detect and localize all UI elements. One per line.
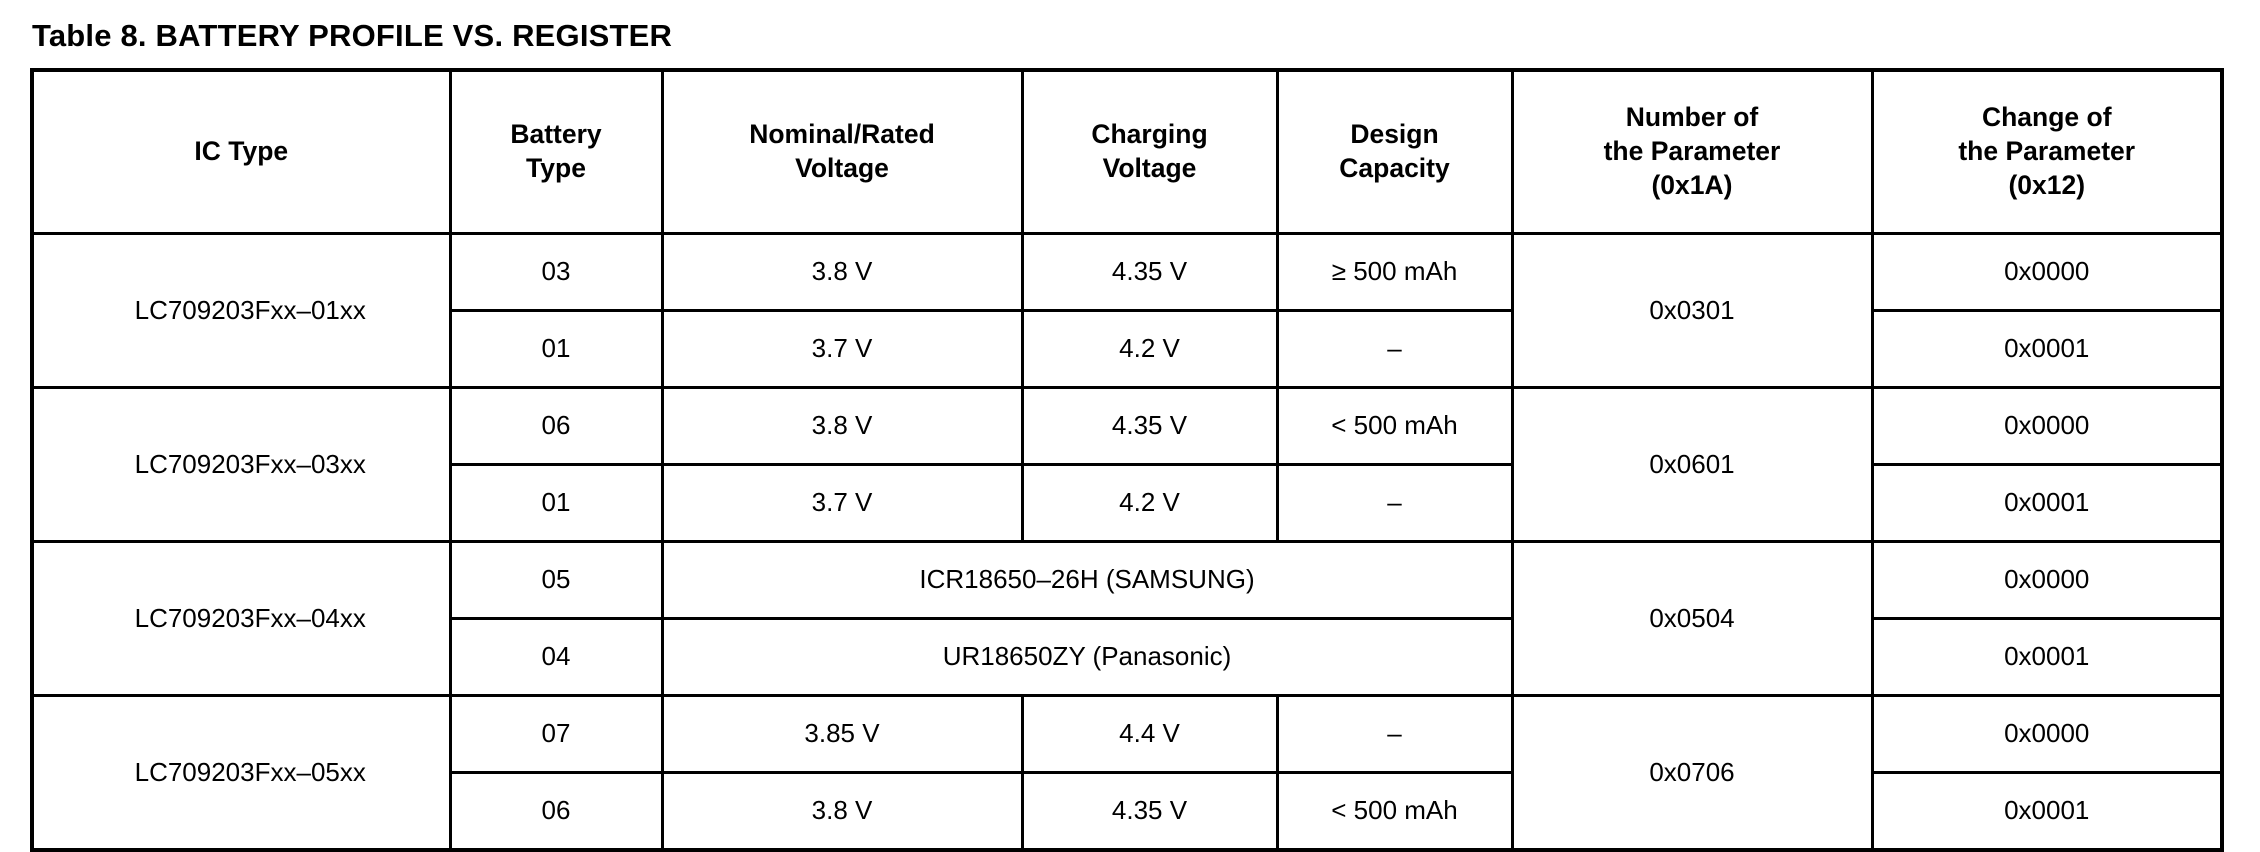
column-header-number-of-parameter bbox=[1512, 70, 1872, 234]
cell-charging-voltage: 4.4 V bbox=[1022, 696, 1277, 773]
header-line: Voltage bbox=[795, 153, 889, 183]
cell-number-of-parameter: 0x0601 bbox=[1512, 388, 1872, 542]
header-line: Battery bbox=[510, 119, 602, 150]
table-body bbox=[32, 234, 2222, 851]
cell-design-capacity: – bbox=[1277, 465, 1512, 542]
header-line: the Parameter bbox=[1603, 136, 1781, 167]
cell-change-of-parameter: 0x0000 bbox=[1872, 696, 2222, 773]
column-header-change-of-parameter bbox=[1872, 70, 2222, 234]
battery-profile-table bbox=[30, 68, 2224, 852]
cell-ic-type: LC709203Fxx–03xx bbox=[32, 388, 450, 542]
cell-ic-type: LC709203Fxx–04xx bbox=[32, 542, 450, 696]
table-row bbox=[32, 696, 2222, 773]
cell-nominal-voltage: 3.8 V bbox=[662, 234, 1022, 311]
header-line: (0x12) bbox=[2008, 169, 2086, 200]
header-line: Capacity bbox=[1339, 153, 1450, 183]
cell-nominal-voltage: 3.8 V bbox=[662, 773, 1022, 851]
header-line: Change of bbox=[1981, 102, 2112, 133]
header-line: Nominal/Rated bbox=[749, 119, 935, 150]
cell-battery-type: 04 bbox=[450, 619, 662, 696]
cell-battery-type: 05 bbox=[450, 542, 662, 619]
cell-change-of-parameter: 0x0000 bbox=[1872, 234, 2222, 311]
cell-charging-voltage: 4.2 V bbox=[1022, 465, 1277, 542]
column-header-nominal-voltage bbox=[662, 70, 1022, 234]
cell-ic-type: LC709203Fxx–01xx bbox=[32, 234, 450, 388]
page-title: Table 8. BATTERY PROFILE VS. REGISTER bbox=[32, 18, 673, 53]
header-line: Voltage bbox=[1102, 153, 1197, 183]
cell-number-of-parameter: 0x0504 bbox=[1512, 542, 1872, 696]
cell-battery-type: 01 bbox=[450, 465, 662, 542]
column-header-design-capacity bbox=[1277, 70, 1512, 234]
cell-battery-model: ICR18650–26H (SAMSUNG) bbox=[662, 542, 1512, 619]
header-line: Number of bbox=[1625, 102, 1759, 133]
cell-charging-voltage: 4.2 V bbox=[1022, 311, 1277, 388]
header-line: IC Type bbox=[194, 136, 289, 167]
cell-change-of-parameter: 0x0001 bbox=[1872, 773, 2222, 851]
cell-design-capacity: ≥ 500 mAh bbox=[1277, 234, 1512, 311]
table-header bbox=[32, 70, 2222, 234]
cell-charging-voltage: 4.35 V bbox=[1022, 234, 1277, 311]
cell-nominal-voltage: 3.85 V bbox=[662, 696, 1022, 773]
cell-charging-voltage: 4.35 V bbox=[1022, 388, 1277, 465]
cell-battery-type: 07 bbox=[450, 696, 662, 773]
cell-change-of-parameter: 0x0001 bbox=[1872, 619, 2222, 696]
cell-change-of-parameter: 0x0000 bbox=[1872, 542, 2222, 619]
column-header-charging-voltage bbox=[1022, 70, 1277, 234]
header-line: the Parameter bbox=[1958, 136, 2136, 167]
cell-battery-type: 06 bbox=[450, 773, 662, 851]
table-row bbox=[32, 542, 2222, 619]
cell-change-of-parameter: 0x0001 bbox=[1872, 465, 2222, 542]
cell-nominal-voltage: 3.8 V bbox=[662, 388, 1022, 465]
cell-change-of-parameter: 0x0001 bbox=[1872, 311, 2222, 388]
header-line: Design bbox=[1350, 119, 1439, 150]
cell-number-of-parameter: 0x0301 bbox=[1512, 234, 1872, 388]
cell-number-of-parameter: 0x0706 bbox=[1512, 696, 1872, 851]
cell-design-capacity: < 500 mAh bbox=[1277, 388, 1512, 465]
table-row bbox=[32, 234, 2222, 311]
column-header-ic-type bbox=[32, 70, 450, 234]
header-line: Type bbox=[526, 153, 586, 183]
cell-design-capacity: – bbox=[1277, 311, 1512, 388]
table-row bbox=[32, 388, 2222, 465]
cell-battery-type: 01 bbox=[450, 311, 662, 388]
cell-design-capacity: < 500 mAh bbox=[1277, 773, 1512, 851]
table-header-row bbox=[32, 70, 2222, 234]
cell-design-capacity: – bbox=[1277, 696, 1512, 773]
header-line: Charging bbox=[1091, 119, 1208, 150]
cell-charging-voltage: 4.35 V bbox=[1022, 773, 1277, 851]
cell-ic-type: LC709203Fxx–05xx bbox=[32, 696, 450, 851]
cell-battery-model: UR18650ZY (Panasonic) bbox=[662, 619, 1512, 696]
cell-battery-type: 06 bbox=[450, 388, 662, 465]
cell-nominal-voltage: 3.7 V bbox=[662, 465, 1022, 542]
cell-battery-type: 03 bbox=[450, 234, 662, 311]
cell-change-of-parameter: 0x0000 bbox=[1872, 388, 2222, 465]
column-header-battery-type bbox=[450, 70, 662, 234]
cell-nominal-voltage: 3.7 V bbox=[662, 311, 1022, 388]
header-line: (0x1A) bbox=[1651, 169, 1733, 200]
